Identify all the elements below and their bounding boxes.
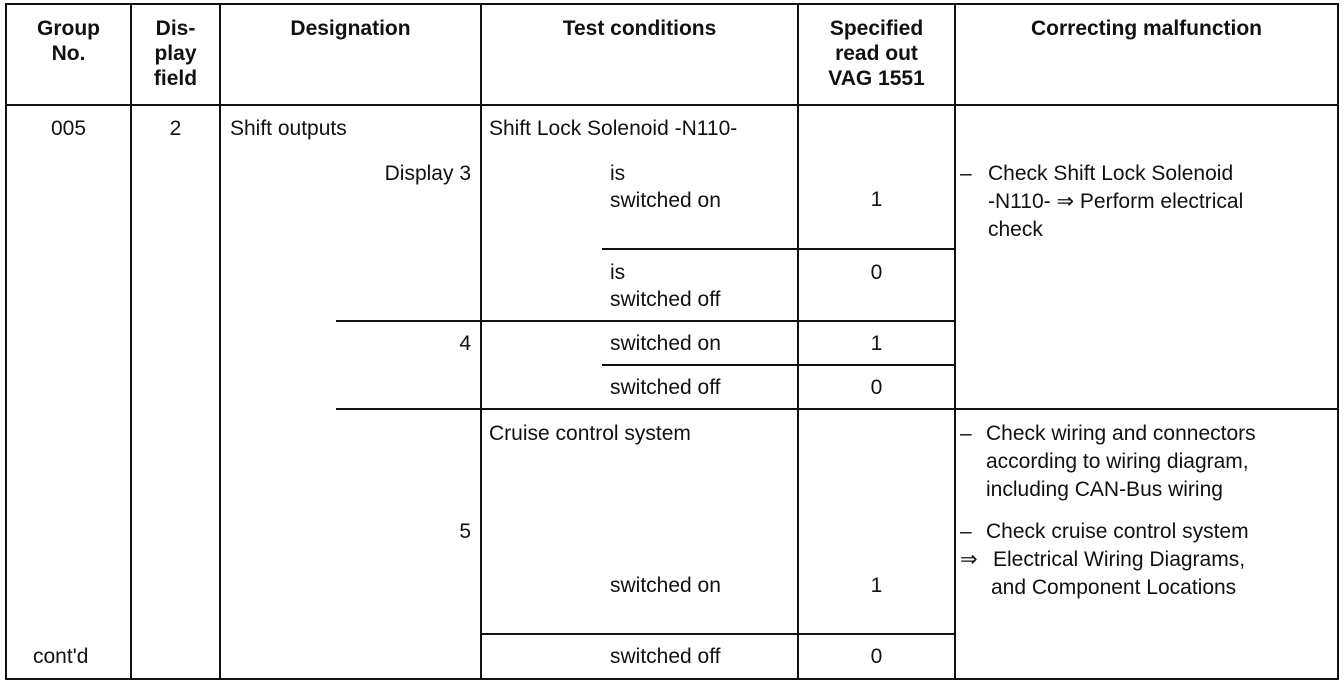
test-display4-off: switched off (610, 376, 721, 399)
designation-shift-outputs: Shift outputs (230, 117, 347, 140)
rule-display4-mid (602, 364, 954, 366)
correction-cruise-system-line1: Check cruise control system (986, 520, 1249, 543)
table-border-top (5, 3, 1339, 5)
designation-display-3: Display 3 (384, 162, 471, 185)
readout-display4-off: 0 (870, 376, 883, 399)
test-n110-on: is switched on (610, 162, 721, 212)
correction-cruise-wiring: Check wiring and connectors according to wiring diagram, including CAN-Bus wiring (986, 422, 1256, 501)
column-divider-3 (480, 3, 482, 680)
dash-cruise-wiring: – (960, 422, 972, 445)
rule-n110-on-off (602, 248, 954, 250)
header-separator (5, 104, 1339, 106)
column-divider-1 (130, 3, 132, 680)
header-display-field: Dis- play field (153, 17, 198, 90)
header-correcting-malfunction: Correcting malfunction (1030, 17, 1262, 40)
dash-cruise-system: – (960, 520, 972, 543)
table-border-bottom (5, 678, 1339, 680)
correction-n110: Check Shift Lock Solenoid -N110- ⇒ Perform electrical check (988, 162, 1244, 241)
test-display4-on: switched on (610, 332, 721, 355)
header-designation: Designation (290, 17, 411, 40)
test-n110-title: Shift Lock Solenoid -N110- (489, 117, 738, 140)
header-test-conditions: Test conditions (562, 17, 717, 40)
readout-cruise-on: 1 (870, 574, 883, 597)
readout-n110-on: 1 (870, 188, 883, 211)
arrow-cruise-system: ⇒ (960, 548, 978, 571)
test-cruise-off: switched off (610, 645, 721, 668)
test-cruise-title: Cruise control system (489, 422, 691, 445)
correction-cruise-system-line2: Electrical Wiring Diagrams, (993, 548, 1246, 571)
designation-display-5: 5 (459, 520, 471, 543)
column-divider-2 (219, 3, 221, 680)
test-cruise-on: switched on (610, 574, 721, 597)
test-n110-off: is switched off (610, 261, 721, 311)
correction-cruise-system-line3: and Component Locations (991, 576, 1237, 599)
readout-cruise-off: 0 (870, 645, 883, 668)
readout-display4-on: 1 (870, 332, 883, 355)
group-number: 005 (50, 117, 87, 140)
readout-n110-off: 0 (870, 261, 883, 284)
column-divider-5 (954, 3, 956, 680)
rule-display5-top (336, 408, 1339, 410)
designation-display-4: 4 (459, 332, 471, 355)
rule-cruise-off (480, 633, 954, 635)
dash-n110: – (960, 162, 972, 185)
display-field-value: 2 (169, 117, 182, 140)
rule-display4-top (336, 320, 954, 322)
header-specified-readout: Specified read out VAG 1551 (828, 17, 925, 90)
header-group-no: Group No. (37, 17, 100, 65)
group-continued: cont'd (33, 645, 89, 668)
